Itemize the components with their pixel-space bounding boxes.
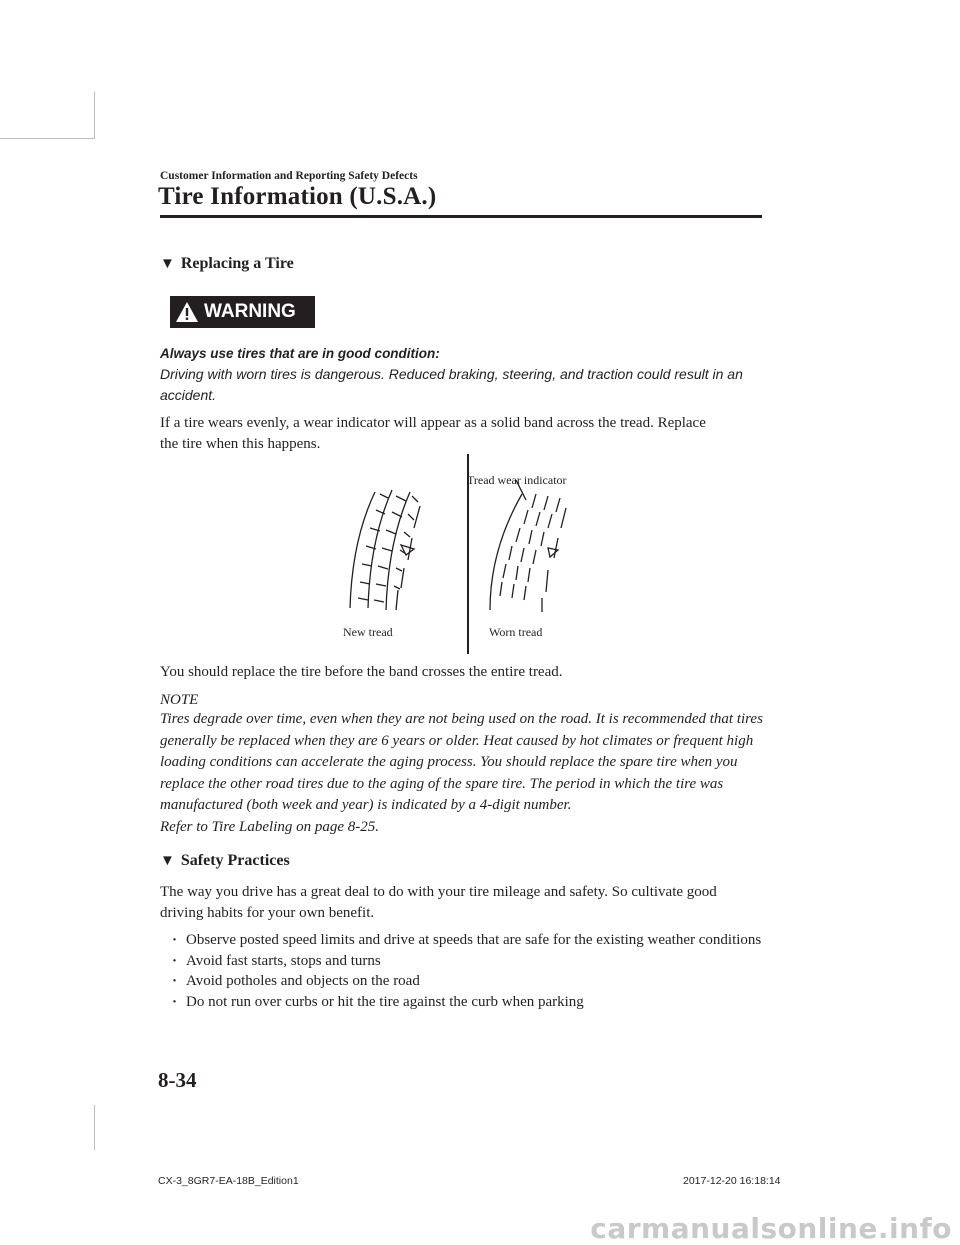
note-ref: Refer to Tire Labeling on page 8-25. [160,819,380,835]
replace-before-text: You should replace the tire before the band crosses the entire tread. [160,664,563,680]
list-item: · Do not run over curbs or hit the tire against the curb when parking [172,992,772,1013]
worn-tread-label: Worn tread [489,625,543,639]
footer-doc-id: CX-3_8GR7-EA-18B_Edition1 [158,1175,299,1187]
watermark: carmanualsonline.info [590,1212,952,1245]
worn-tread-drawing [490,480,566,612]
safety-list [172,930,772,1012]
safety-heading [160,852,290,870]
replacing-heading [160,255,294,273]
title-rule [160,215,762,218]
crop-mark-top [94,92,95,138]
footer-timestamp: 2017-12-20 16:18:14 [683,1175,781,1187]
safety-intro: The way you drive has a great deal to do with your tire mileage and safety. So cultivate good driving habits for your own benefit. [160,884,717,921]
warning-icon [175,301,199,323]
tread-wear-indicator-label: Tread wear indicator [467,473,567,487]
warning-label: WARNING [204,301,296,322]
list-item: · Observe posted speed limits and drive at speeds that are safe for the existing weather conditions [172,930,772,951]
section-label: Customer Information and Reporting Safety Defects [160,170,418,182]
triangle-down-icon: ▼ [160,256,175,272]
crop-mark-top-h [0,138,95,139]
wear-indicator-paragraph: If a tire wears evenly, a wear indicator will appear as a solid band across the tread. Replace the tire when this happens. [160,415,706,452]
list-item: · Avoid fast starts, stops and turns [172,951,772,972]
warning-text: Driving with worn tires is dangerous. Reduced braking, steering, and traction could result in an accident. [160,366,743,403]
note-label: NOTE [160,692,199,708]
replacing-heading-text: Replacing a Tire [180,255,294,272]
triangle-down-icon: ▼ [160,853,175,869]
new-tread-drawing [350,490,420,610]
warning-title: Always use tires that are in good condition: [160,346,440,361]
page-title: Tire Information (U.S.A.) [158,183,437,210]
list-item: · Avoid potholes and objects on the road [172,971,772,992]
new-tread-label: New tread [343,625,393,639]
warning-badge [170,296,315,328]
page-number: 8-34 [158,1068,197,1092]
crop-mark-bottom [94,1105,95,1150]
safety-heading-text: Safety Practices [180,852,290,869]
note-text: Tires degrade over time, even when they are not being used on the road. It is recommended that tires generally be replaced when they are 6 years or older. Heat caused by hot climates or frequent high loading conditions can accelerate the aging process. You should replace the spare tire when you replace the other road tires due to the aging of the spare tire. The period in which the tire was manufactured (both week and year) is indicated by a 4-digit number. [160,711,763,813]
